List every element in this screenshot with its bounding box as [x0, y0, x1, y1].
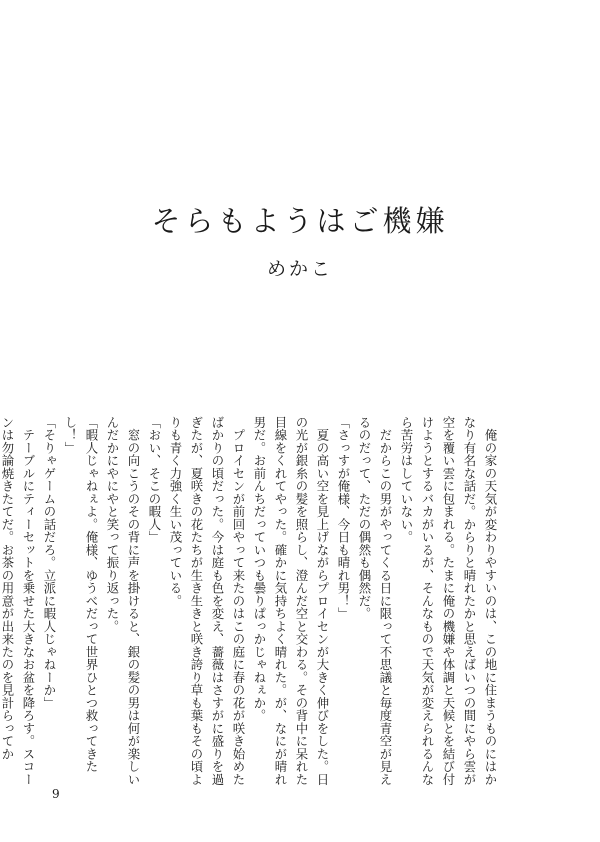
- paragraph: だからこの男がやってくる日に限って不思議と毎度青空が見えるのだって、ただの偶然も偶然だ。: [357, 416, 393, 786]
- paragraph: 「おい、そこの暇人」: [147, 416, 162, 544]
- paragraph: 「さっすが俺様、今日も晴れ男！」: [336, 416, 351, 620]
- paragraph: 夏の高い空を見上げながらプロイセンが大きく伸びをした。日の光が銀糸の髪を照らし、澄んだ空と交わる。その背中に呆れた目線をくれてやった。確かに気持ちよく晴れた。が、なにが晴れ男だ。お前んちだっていつも曇りぱっかじゃねぇか。: [252, 416, 330, 786]
- page-number: 9: [52, 787, 60, 801]
- paragraph: 窓の向こうのその背に声を掛けると、銀の髪の男は何が楽しいんだかにやにやと笑って振り返った。: [105, 416, 141, 786]
- paragraph: 「そりゃゲームの話だろ。立派に暇人じゃねーか」: [42, 416, 57, 710]
- paragraph: テーブルにティーセットを乗せた大きなお盆を降ろす。スコーンは勿論焼きたてだ。お茶の用意が出来たのを見計らってか: [0, 416, 36, 786]
- story-title: そらもようはご機嫌: [151, 204, 449, 238]
- body-text: [0, 416, 501, 792]
- paragraph: 「暇人じゃねぇよ。俺様、ゆうべだって世界ひとつ救ってきたし！」: [63, 416, 99, 773]
- author-name: めかこ: [266, 258, 333, 280]
- paragraph: プロイセンが前回やって来たのはこの庭に春の花が咲き始めたばかりの頃だった。今は庭も色を変え、薔薇はさすがに盛りを過ぎたが、夏咲きの花たちが生き生きと咲き誇り草も葉もその頃よりも青く力強く生い茂っている。: [168, 416, 246, 786]
- paragraph: 俺の家の天気が変わりやすいのは、この地に住まうものにはかなり有名な話だ。からりと晴れたかと思えばいつの間にやら雲が空を覆い雲に包まれる。たまに俺の機嫌や体調と天候とを結び付けようとするバカがいるが、そんなもので天気が変えられるんなら苦労はしていない。: [399, 416, 498, 786]
